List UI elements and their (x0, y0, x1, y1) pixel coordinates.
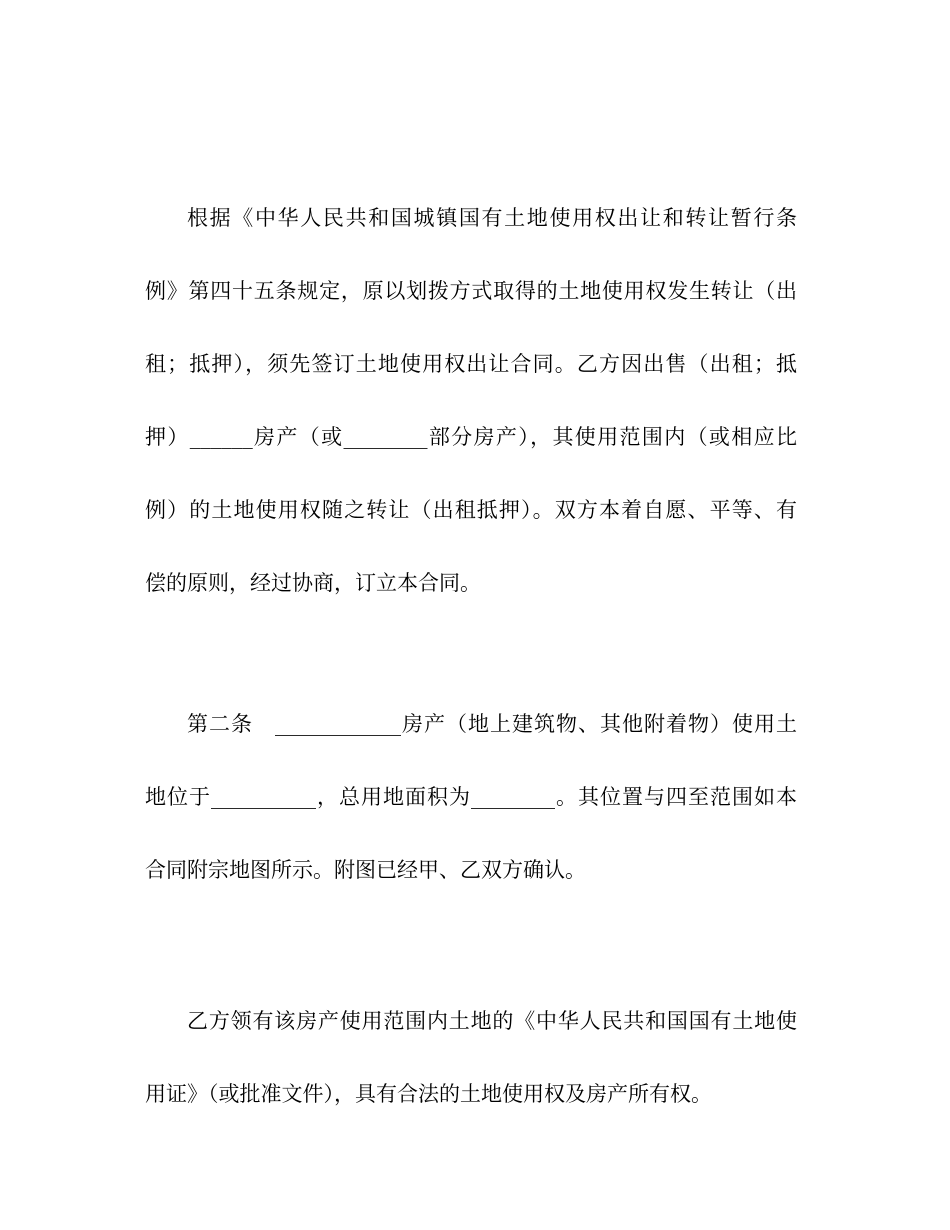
paragraph-line: 乙方领有该房产使用范围内土地的《中华人民共和国国有土地使 (187, 1009, 797, 1033)
paragraph-line: 租；抵押），须先签订土地使用权出让合同。乙方因出售（出租；抵 (145, 352, 797, 376)
paragraph-land-certificate (145, 985, 797, 1131)
paragraph-line: 偿的原则，经过协商，订立本合同。 (145, 571, 481, 595)
paragraph-line: 合同附宗地图所示。附图已经甲、乙双方确认。 (145, 858, 586, 882)
paragraph-land-use-transfer-basis (145, 182, 797, 620)
paragraph-line: 例）的土地使用权随之转让（出租抵押）。双方本着自愿、平等、有 (145, 498, 797, 522)
paragraph-article-two (145, 688, 797, 907)
paragraph-line: 用证》（或批准文件），具有合法的土地使用权及房产所有权。 (145, 1082, 712, 1106)
paragraph-line: 地位于__________，总用地面积为________。其位置与四至范围如本 (145, 785, 797, 809)
paragraph-line: 根据《中华人民共和国城镇国有土地使用权出让和转让暂行条 (187, 206, 797, 230)
paragraph-line: 第二条 ____________房产（地上建筑物、其他附着物）使用土 (187, 712, 797, 736)
paragraph-line: 例》第四十五条规定，原以划拨方式取得的土地使用权发生转让（出 (145, 279, 797, 303)
paragraph-line: 押）______房产（或________部分房产），其使用范围内（或相应比 (145, 425, 797, 449)
